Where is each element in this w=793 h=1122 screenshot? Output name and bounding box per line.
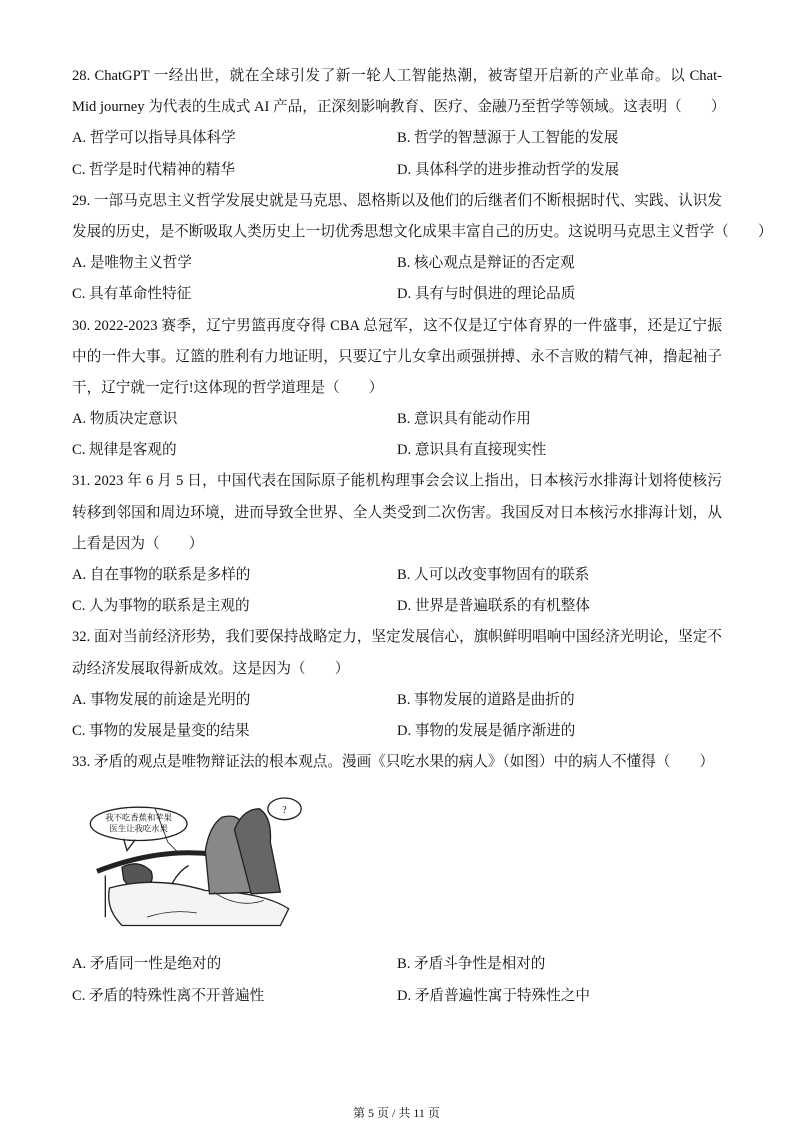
question-33 bbox=[72, 747, 722, 1012]
page-footer: 第 5 页 / 共 11 页 bbox=[353, 1106, 440, 1120]
answer-option-b: B. 哲学的智慧源于人工智能的发展 bbox=[397, 130, 619, 147]
options-row bbox=[72, 981, 722, 1012]
question-stem-line: 29. 一部马克思主义哲学发展史就是马克思、恩格斯以及他们的后继者们不断根据时代、实践、认识发 bbox=[72, 192, 722, 209]
question-31 bbox=[72, 466, 722, 622]
answer-option-b: B. 人可以改变事物固有的联系 bbox=[397, 567, 590, 583]
question-stem-line: 中的一件大事。辽篮的胜利有力地证明，只要辽宁儿女拿出顽强拼搏、永不言败的精气神，撸起袖子 bbox=[72, 348, 722, 365]
answer-option-c: C. 矛盾的特殊性离不开普遍性 bbox=[72, 987, 265, 1004]
answer-option-a: A. 物质决定意识 bbox=[72, 411, 178, 428]
thought-bubble-question-mark: ? bbox=[282, 805, 287, 817]
cartoon-figure bbox=[72, 779, 322, 947]
answer-option-c: C. 具有革命性特征 bbox=[72, 286, 192, 303]
options-row bbox=[72, 155, 722, 186]
options-row bbox=[72, 949, 722, 980]
question-stem-line: 干，辽宁就一定行!这体现的哲学道理是（ ） bbox=[72, 379, 384, 396]
answer-option-d: D. 具体科学的进步推动哲学的发展 bbox=[397, 161, 620, 178]
answer-option-b: B. 矛盾斗争性是相对的 bbox=[397, 956, 546, 973]
answer-option-a: A. 事物发展的前途是光明的 bbox=[72, 691, 251, 708]
answer-option-d: D. 意识具有直接现实性 bbox=[397, 442, 547, 459]
answer-option-b: B. 核心观点是辩证的否定观 bbox=[397, 255, 575, 272]
answer-option-d: D. 具有与时俱进的理论品质 bbox=[397, 286, 576, 303]
question-stem-line: Mid journey 为代表的生成式 AI 产品，正深刻影响教育、医疗、金融乃至哲学等领域。这表明（ ） bbox=[72, 99, 726, 116]
speech-bubble-line-1: 我不吃香蕉和苹果 bbox=[105, 813, 172, 823]
speech-bubble-line-2: 医生让我吃水果 bbox=[109, 824, 168, 834]
answer-option-d: D. 事物的发展是循序渐进的 bbox=[397, 722, 576, 739]
answer-option-d: D. 矛盾普遍性寓于特殊性之中 bbox=[397, 987, 590, 1004]
options-row bbox=[72, 248, 722, 279]
answer-option-c: C. 规律是客观的 bbox=[72, 442, 177, 459]
options-row bbox=[72, 716, 722, 747]
answer-option-a: A. 哲学可以指导具体科学 bbox=[72, 130, 236, 147]
answer-option-b: B. 事物发展的道路是曲折的 bbox=[397, 691, 575, 708]
cartoon-sick-patient-illustration bbox=[72, 779, 322, 947]
question-28 bbox=[72, 61, 726, 186]
question-stem-line: 31. 2023 年 6 月 5 日，中国代表在国际原子能机构理事会会议上指出，日本核污水排海计划将使核污 bbox=[72, 473, 722, 490]
options-row bbox=[72, 685, 722, 716]
answer-option-c: C. 人为事物的联系是主观的 bbox=[72, 598, 250, 615]
question-32 bbox=[72, 622, 722, 747]
exam-page-content bbox=[72, 61, 773, 1012]
options-row bbox=[72, 404, 722, 435]
question-stem-line: 28. ChatGPT 一经出世，就在全球引发了新一轮人工智能热潮，被寄望开启新的产业革命。以 Chat- bbox=[72, 68, 722, 84]
answer-option-a: A. 是唯物主义哲学 bbox=[72, 255, 192, 272]
question-30 bbox=[72, 311, 722, 467]
question-stem-line: 30. 2022-2023 赛季，辽宁男篮再度夺得 CBA 总冠军，这不仅是辽宁体育界的一件盛事，还是辽宁振 bbox=[72, 317, 722, 334]
question-stem-line: 发展的历史，是不断吸取人类历史上一切优秀思想文化成果丰富自己的历史。这说明马克思主义哲学（ ） bbox=[72, 223, 773, 240]
answer-option-c: C. 哲学是时代精神的精华 bbox=[72, 161, 235, 178]
answer-option-a: A. 自在事物的联系是多样的 bbox=[72, 567, 251, 583]
answer-option-a: A. 矛盾同一性是绝对的 bbox=[72, 956, 222, 973]
answer-option-b: B. 意识具有能动作用 bbox=[397, 411, 531, 428]
options-row bbox=[72, 123, 722, 154]
options-row bbox=[72, 560, 722, 591]
question-stem-line: 动经济发展取得新成效。这是因为（ ） bbox=[72, 660, 350, 677]
question-stem-line: 上看是因为（ ） bbox=[72, 535, 204, 552]
question-29 bbox=[72, 186, 773, 311]
question-stem-line: 32. 面对当前经济形势，我们要保持战略定力，坚定发展信心，旗帜鲜明唱响中国经济光明论，坚定不 bbox=[72, 629, 722, 646]
options-row bbox=[72, 435, 722, 466]
question-stem-line: 转移到邻国和周边环境，进而导致全世界、全人类受到二次伤害。我国反对日本核污水排海计划，从 bbox=[72, 504, 722, 521]
options-row bbox=[72, 591, 722, 622]
question-stem-line: 33. 矛盾的观点是唯物辩证法的根本观点。漫画《只吃水果的病人》（如图）中的病人不懂得（ ） bbox=[72, 754, 715, 771]
answer-option-c: C. 事物的发展是量变的结果 bbox=[72, 722, 250, 739]
options-row bbox=[72, 279, 722, 310]
answer-option-d: D. 世界是普遍联系的有机整体 bbox=[397, 598, 590, 615]
